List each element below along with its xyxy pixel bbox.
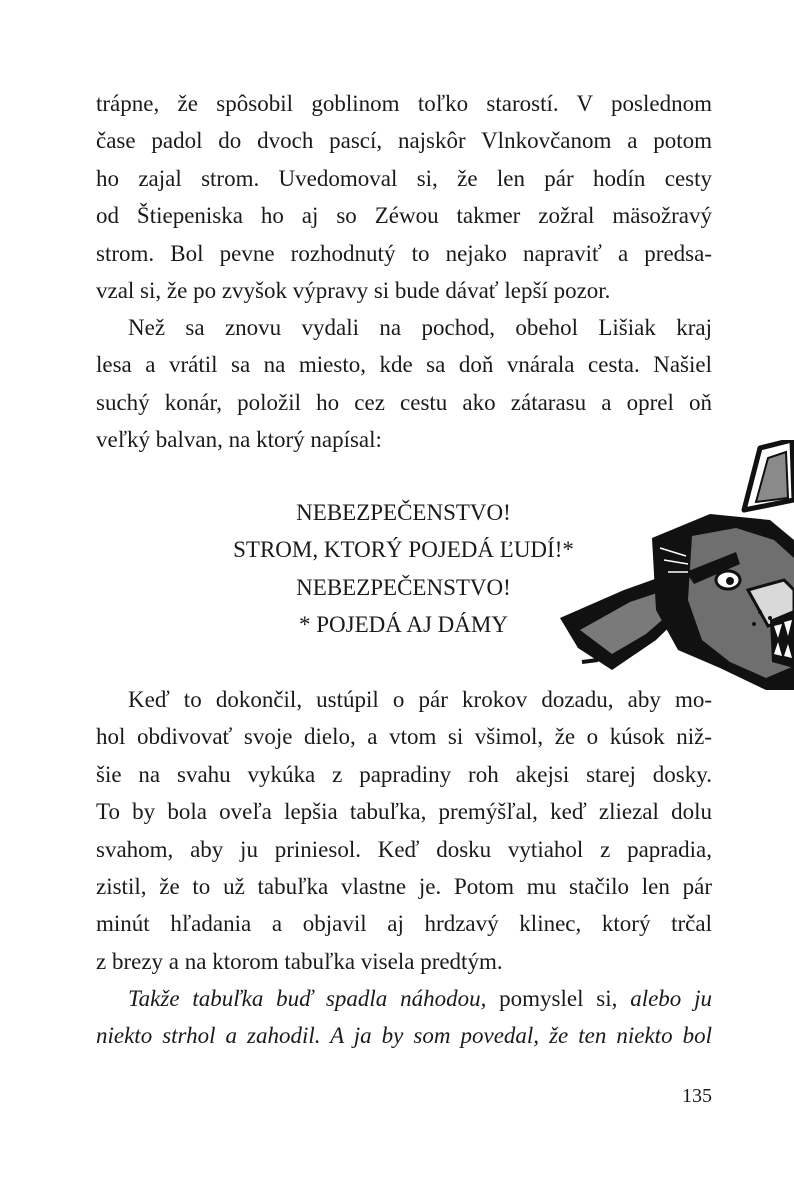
sign-line: * POJEDÁ AJ DÁMY (299, 612, 508, 638)
text-line: strom. Bol pevne rozhodnutý to nejako napraviť a predsa- (96, 240, 712, 266)
sign-line: STROM, KTORÝ POJEDÁ ĽUDÍ!* (233, 537, 574, 563)
text-line: z brezy a na ktorom tabuľka visela predtým. (96, 948, 503, 974)
text-line: od Štiepeniska ho aj so Zéwou takmer zožral mäsožravý (96, 203, 712, 229)
text-line: vzal si, že po zvyšok výpravy si bude dávať lepší pozor. (96, 277, 611, 303)
text-line: suchý konár, položil ho cez cestu ako zátarasu a oprel oň (96, 389, 712, 415)
text-line: To by bola oveľa lepšia tabuľka, premýšľal, keď zliezal dolu (96, 799, 712, 825)
paragraph-4 (96, 980, 712, 1055)
text-line: veľký balvan, na ktorý napísal: (96, 427, 382, 453)
text-line: zistil, že to už tabuľka vlastne je. Potom mu stačilo len pár (96, 873, 712, 899)
paragraph-1 (96, 85, 712, 309)
page-number: 135 (682, 1085, 712, 1107)
paragraph-3 (96, 681, 712, 980)
text-line: lesa a vrátil sa na miesto, kde sa doň vnárala cesta. Našiel (96, 352, 712, 378)
text-line: čase padol do dvoch pascí, najskôr Vlnkovčanom a potom (96, 128, 712, 154)
italic-thought: alebo ju (630, 986, 713, 1011)
text-line: Keď to dokončil, ustúpil o pár krokov dozadu, aby mo- (128, 687, 712, 712)
text-line (96, 980, 712, 1017)
narration: pomyslel si, (486, 986, 631, 1011)
text-line: svahom, aby ju priniesol. Keď dosku vytiahol z papradia, (96, 836, 712, 862)
sign-line: NEBEZPEČENSTVO! (296, 500, 511, 525)
text-line: ho zajal strom. Uvedomoval si, že len pár hodín cesty (96, 165, 712, 191)
text-line: trápne, že spôsobil goblinom toľko starostí. V poslednom (96, 91, 712, 116)
paragraph-2 (96, 309, 712, 459)
sign-line: NEBEZPEČENSTVO! (296, 574, 511, 600)
text-line: minút hľadania a objavil aj hrdzavý klinec, ktorý trčal (96, 911, 712, 937)
text-line: niekto strhol a zahodil. A ja by som povedal, že ten niekto bol (96, 1023, 712, 1049)
goblin-illustration (560, 440, 794, 690)
italic-thought: Takže tabuľka buď spadla náhodou, (128, 986, 487, 1011)
text-line: Než sa znovu vydali na pochod, obehol Lišiak kraj (128, 315, 712, 340)
text-line: hol obdivovať svoje dielo, a vtom si všimol, že o kúsok niž- (96, 724, 712, 750)
text-line: šie na svahu vykúka z papradiny roh akejsi starej dosky. (96, 761, 712, 787)
